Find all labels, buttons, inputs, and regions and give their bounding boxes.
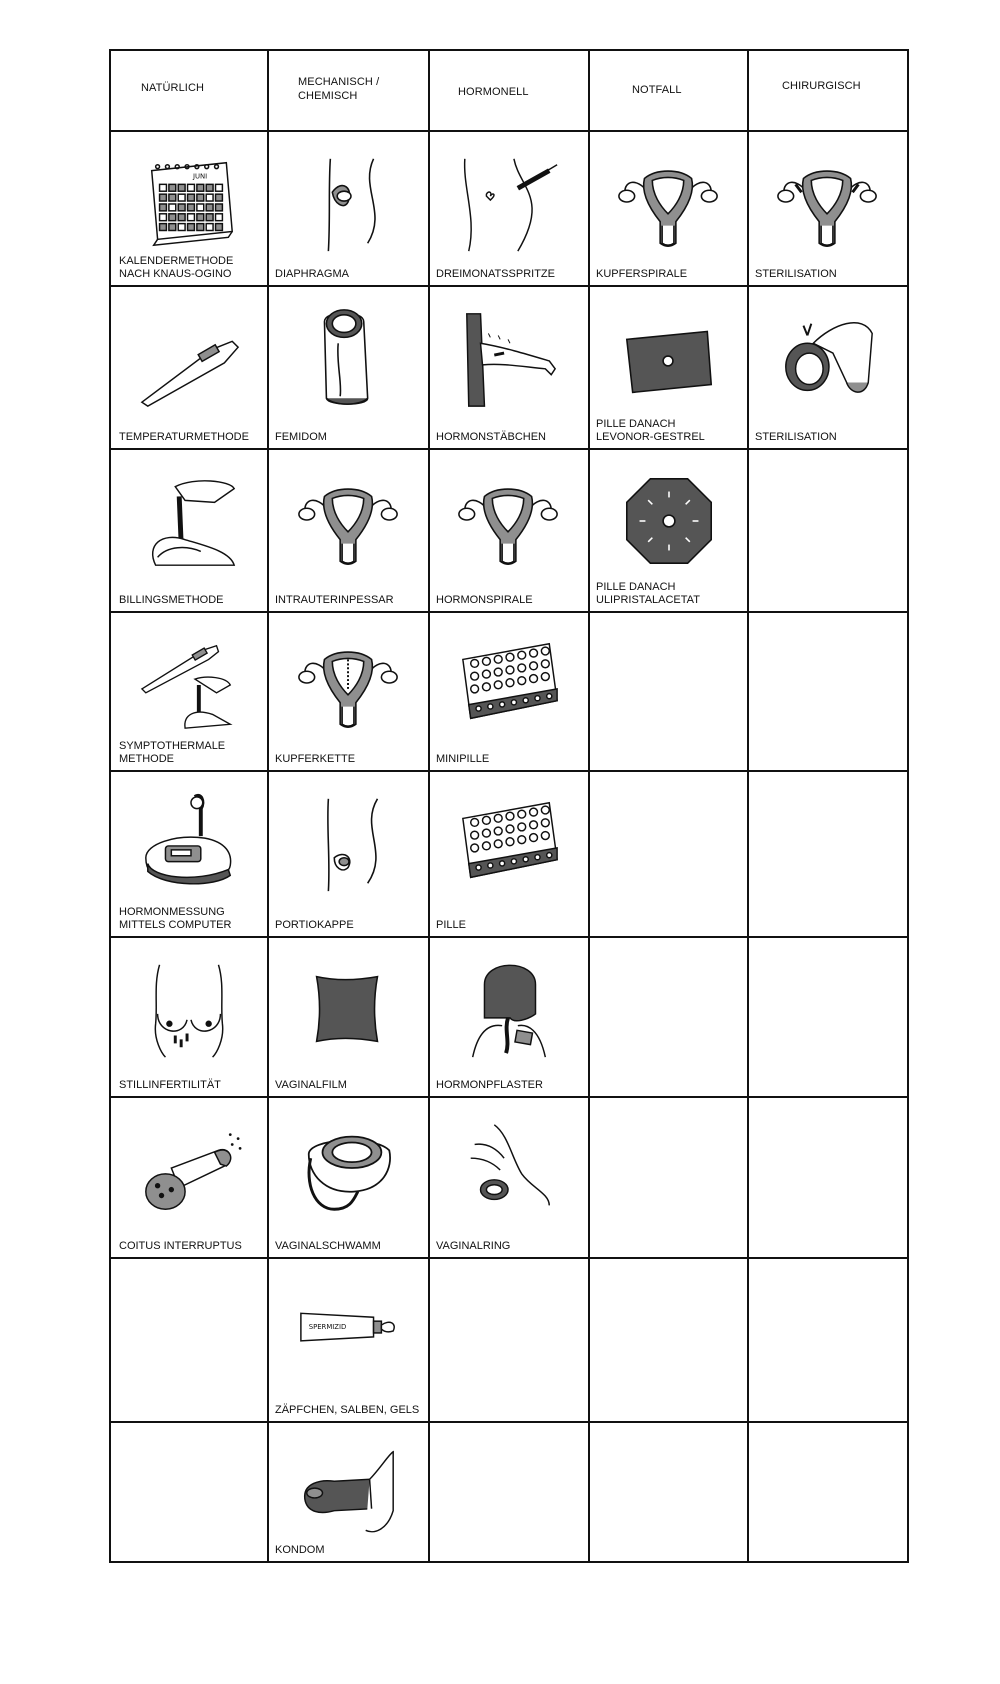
method-label: COITUS INTERRUPTUS [119, 1240, 242, 1252]
method-label: PILLE [436, 919, 466, 931]
method-cell [590, 132, 747, 285]
method-label: BILLINGSMETHODE [119, 594, 224, 606]
method-label: STERILISATION [755, 268, 837, 280]
uterus-icon [269, 462, 428, 580]
method-cell [430, 1098, 588, 1257]
method-label: HORMONMESSUNG MITTELS COMPUTER [119, 906, 232, 931]
method-label: KONDOM [275, 1544, 325, 1556]
vaginal-ring-icon [430, 1110, 588, 1228]
pill-pack-icon [430, 784, 588, 902]
method-cell [269, 450, 428, 611]
sponge-icon [269, 1110, 428, 1228]
method-cell [269, 938, 428, 1096]
single-pill-pack-icon [590, 299, 747, 417]
method-label: SYMPTOTHERMALE METHODE [119, 740, 226, 765]
condom-icon [269, 1435, 428, 1553]
spermicide-tube-icon [269, 1271, 428, 1389]
method-label: DIAPHRAGMA [275, 268, 349, 280]
method-cell [113, 772, 267, 936]
method-label: KUPFERSPIRALE [596, 268, 688, 280]
method-cell [269, 287, 428, 448]
method-cell [269, 132, 428, 285]
hormone-computer-icon [113, 784, 267, 902]
column-header-notfall: NOTFALL [632, 84, 682, 96]
method-cell [430, 132, 588, 285]
method-cell [269, 1098, 428, 1257]
uterus-icon [430, 462, 588, 580]
method-label: PILLE DANACH ULIPRISTALACETAT [596, 581, 700, 606]
method-cell [749, 287, 907, 448]
femidom-icon [269, 299, 428, 417]
column-header-chirurgisch: CHIRURGISCH [782, 80, 861, 92]
mucus-finger-icon [113, 462, 267, 580]
method-cell [113, 132, 267, 285]
uterus-icon [590, 144, 747, 262]
method-label: HORMONSTÄBCHEN [436, 431, 547, 443]
row-divider [111, 1421, 907, 1423]
cervical-cap-icon [269, 784, 428, 902]
pill-pack-icon [430, 625, 588, 743]
thermometer-finger-icon [113, 625, 267, 743]
method-cell [269, 1259, 428, 1421]
method-cell [430, 772, 588, 936]
octagon-pill-icon [590, 462, 747, 580]
method-label: KUPFERKETTE [275, 753, 356, 765]
column-header-hormonell: HORMONELL [458, 86, 529, 98]
method-cell [430, 613, 588, 770]
method-label: FEMIDOM [275, 431, 327, 443]
injection-icon [430, 144, 588, 262]
method-label: VAGINALSCHWAMM [275, 1240, 381, 1252]
vasectomy-icon [749, 299, 907, 417]
method-label: INTRAUTERINPESSAR [275, 594, 394, 606]
method-label: TEMPERATURMETHODE [119, 431, 249, 443]
method-label: KALENDERMETHODE NACH KNAUS-OGINO [119, 255, 234, 280]
arm-implant-icon [430, 299, 588, 417]
uterus-chain-icon [269, 625, 428, 743]
method-cell [113, 1098, 267, 1257]
patch-back-icon [430, 950, 588, 1068]
method-label: MINIPILLE [436, 753, 490, 765]
method-cell [430, 287, 588, 448]
method-label: VAGINALFILM [275, 1079, 347, 1091]
method-label: HORMONPFLASTER [436, 1079, 543, 1091]
method-cell [269, 1423, 428, 1561]
method-cell [113, 613, 267, 770]
method-cell [430, 450, 588, 611]
method-cell [430, 938, 588, 1096]
method-label: DREIMONATSSPRITZE [436, 268, 555, 280]
method-cell [113, 450, 267, 611]
diaphragm-icon [269, 144, 428, 262]
contraception-table [109, 49, 909, 1563]
method-cell [590, 287, 747, 448]
method-label: VAGINALRING [436, 1240, 511, 1252]
method-cell [269, 613, 428, 770]
row-divider [111, 1257, 907, 1259]
uterus-tied-icon [749, 144, 907, 262]
svg-text:SPERMIZID: SPERMIZID [308, 1323, 346, 1332]
method-label: STERILISATION [755, 431, 837, 443]
vaginal-film-icon [269, 950, 428, 1068]
svg-text:JUNI: JUNI [192, 172, 208, 181]
method-cell [113, 938, 267, 1096]
method-label: STILLINFERTILITÄT [119, 1079, 221, 1091]
method-cell [113, 287, 267, 448]
method-cell [269, 772, 428, 936]
penis-icon [113, 1110, 267, 1228]
calendar-icon [113, 144, 267, 262]
method-label: PORTIOKAPPE [275, 919, 354, 931]
method-cell [749, 132, 907, 285]
thermometer-icon [113, 299, 267, 417]
breast-icon [113, 950, 267, 1068]
method-label: PILLE DANACH LEVONOR-GESTREL [596, 418, 705, 443]
column-header-mechanisch: MECHANISCH / CHEMISCH [298, 76, 380, 102]
column-header-natuerlich: NATÜRLICH [141, 82, 205, 94]
method-label: ZÄPFCHEN, SALBEN, GELS [275, 1404, 420, 1416]
method-cell [590, 450, 747, 611]
method-label: HORMONSPIRALE [436, 594, 533, 606]
